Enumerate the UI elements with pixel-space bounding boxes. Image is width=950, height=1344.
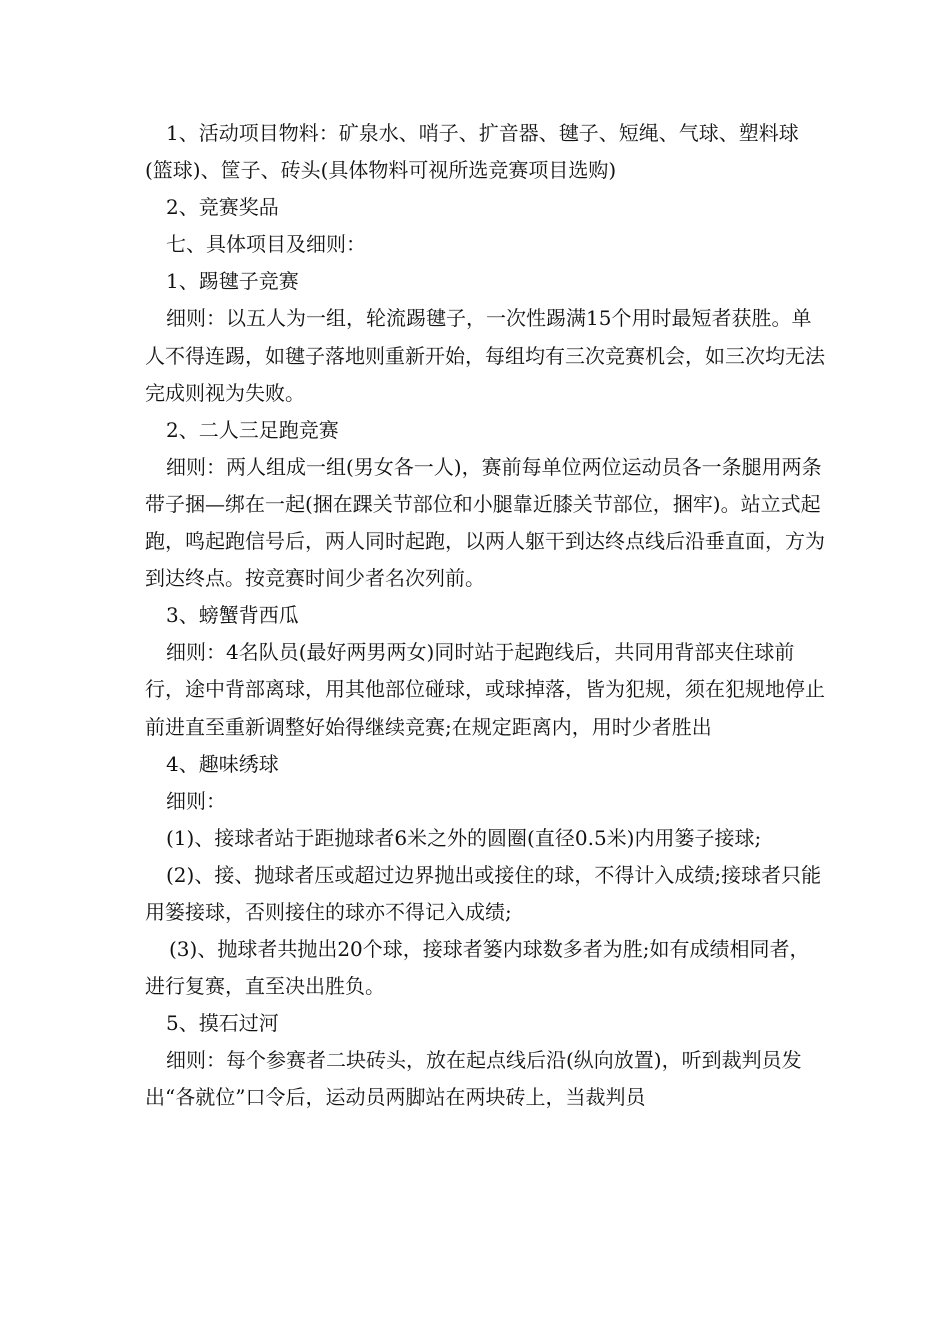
item-heading-stone-crossing: 5、摸石过河	[166, 1011, 279, 1036]
paragraph-embroidered-ball-rule-3: (3)、抛球者共抛出20个球，接球者篓内球数多者为胜;如有成绩相同者，进行复赛，直至决出胜负。	[145, 937, 810, 999]
item-heading-shuttlecock: 1、踢毽子竞赛	[166, 269, 299, 294]
paragraph-prizes: 2、竞赛奖品	[166, 195, 279, 220]
document-body	[145, 115, 825, 1117]
paragraph-crab-watermelon-rules: 细则：4名队员(最好两男两女)同时站于起跑线后，共同用背部夹住球前行，途中背部离球，用其他部位碰球，或球掉落，皆为犯规，须在犯规地停止前进直至重新调整好始得继续竞赛;在规定距离内，用时少者胜出	[145, 640, 825, 739]
paragraph-stone-crossing-rules: 细则：每个参赛者二块砖头，放在起点线后沿(纵向放置)，听到裁判员发出“各就位”口令后，运动员两脚站在两块砖上，当裁判员	[145, 1048, 802, 1110]
paragraph-materials: 1、活动项目物料：矿泉水、哨子、扩音器、毽子、短绳、气球、塑料球(篮球)、筐子、砖头(具体物料可视所选竞赛项目选购)	[145, 121, 799, 183]
paragraph-shuttlecock-rules: 细则：以五人为一组，轮流踢毽子，一次性踢满15个用时最短者获胜。单人不得连踢，如毽子落地则重新开始，每组均有三次竞赛机会，如三次均无法完成则视为失败。	[145, 306, 825, 405]
paragraph-embroidered-ball-label: 细则：	[166, 788, 226, 813]
section-heading-rules: 七、具体项目及细则：	[166, 232, 366, 257]
paragraph-three-legged-race-rules: 细则：两人组成一组(男女各一人)，赛前每单位两位运动员各一条腿用两条带子捆—绑在一起(捆在踝关节部位和小腿靠近膝关节部位，捆牢)。站立式起跑，鸣起跑信号后，两人同时起跑，以两人躯干到达终点线后沿垂直面，方为到达终点。按竞赛时间少者名次列前。	[145, 454, 825, 591]
item-heading-embroidered-ball: 4、趣味绣球	[166, 751, 279, 776]
paragraph-embroidered-ball-rule-2: (2)、接、抛球者压或超过边界抛出或接住的球，不得计入成绩;接球者只能用篓接球，否则接住的球亦不得记入成绩;	[145, 862, 822, 924]
item-heading-three-legged-race: 2、二人三足跑竞赛	[166, 417, 339, 442]
paragraph-embroidered-ball-rule-1: (1)、接球者站于距抛球者6米之外的圆圈(直径0.5米)内用篓子接球;	[166, 825, 762, 850]
item-heading-crab-watermelon: 3、螃蟹背西瓜	[166, 603, 299, 628]
